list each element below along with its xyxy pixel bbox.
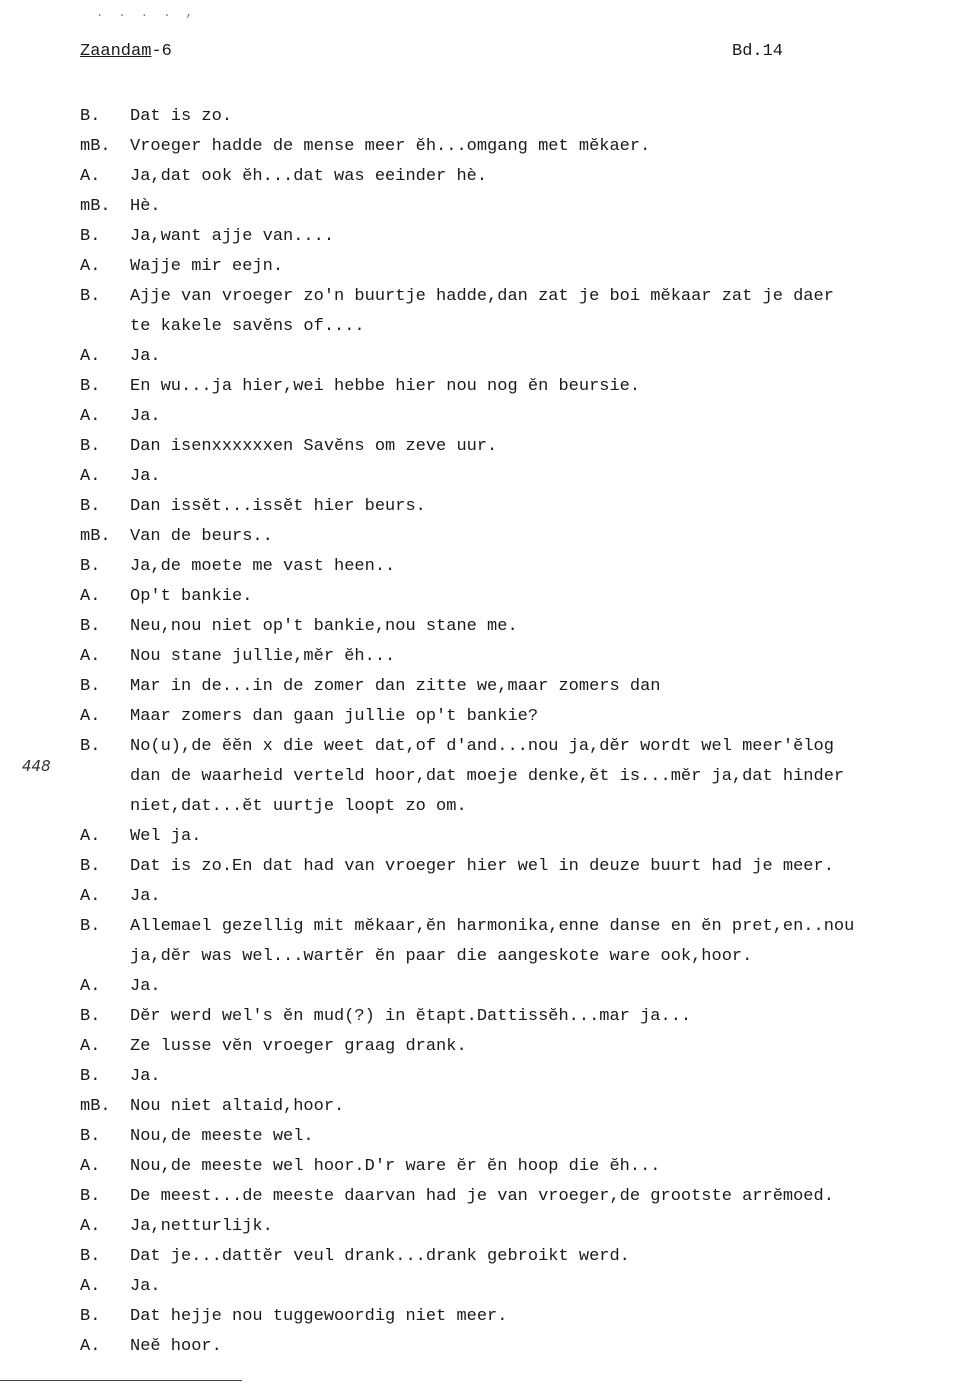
speaker-label: A. — [80, 257, 101, 276]
transcript-line — [80, 462, 979, 492]
transcript-line — [80, 372, 979, 402]
transcript-line — [80, 672, 979, 702]
utterance-text: Vroeger hadde de mense meer ĕh...omgang met mĕkaer. — [130, 137, 651, 156]
speaker-label: A. — [80, 977, 101, 996]
speaker-label: A. — [80, 467, 101, 486]
utterance-text: ja,dĕr was wel...wartĕr ĕn paar die aangeskote ware ook,hoor. — [130, 947, 753, 966]
speaker-label: B. — [80, 107, 101, 126]
transcript-line — [80, 702, 979, 732]
speaker-label: A. — [80, 407, 101, 426]
speaker-label: mB. — [80, 527, 111, 546]
transcript-line — [80, 1212, 979, 1242]
transcript-line — [80, 942, 979, 972]
speaker-label: B. — [80, 737, 101, 756]
utterance-text: Dat hejje nou tuggewoordig niet meer. — [130, 1307, 508, 1326]
utterance-text: niet,dat...ĕt uurtje loopt zo om. — [130, 797, 467, 816]
speaker-label: A. — [80, 647, 101, 666]
transcript-line — [80, 252, 979, 282]
transcript-line — [80, 1152, 979, 1182]
utterance-text: De meest...de meeste daarvan had je van vroeger,de grootste arrĕmoed. — [130, 1187, 834, 1206]
utterance-text: Wel ja. — [130, 827, 202, 846]
utterance-text: Hè. — [130, 197, 161, 216]
transcript-line — [80, 852, 979, 882]
utterance-text: Maar zomers dan gaan jullie op't bankie? — [130, 707, 539, 726]
speaker-label: B. — [80, 377, 101, 396]
utterance-text: Ja. — [130, 977, 161, 996]
speaker-label: A. — [80, 1277, 101, 1296]
speaker-label: A. — [80, 1337, 101, 1356]
utterance-text: Ja,netturlijk. — [130, 1217, 273, 1236]
utterance-text: En wu...ja hier,wei hebbe hier nou nog ĕn beursie. — [130, 377, 641, 396]
speaker-label: A. — [80, 587, 101, 606]
transcript-line — [80, 1062, 979, 1092]
utterance-text: Nou,de meeste wel. — [130, 1127, 314, 1146]
transcript-line — [80, 762, 979, 792]
bottom-rule — [0, 1380, 242, 1381]
transcript-line — [80, 492, 979, 522]
utterance-text: Neu,nou niet op't bankie,nou stane me. — [130, 617, 518, 636]
transcript-line — [80, 522, 979, 552]
utterance-text: Neĕ hoor. — [130, 1337, 222, 1356]
margin-annotation: 448 — [22, 757, 51, 775]
speaker-label: B. — [80, 857, 101, 876]
speaker-label: B. — [80, 287, 101, 306]
transcript-line — [80, 612, 979, 642]
utterance-text: Ja,want ajje van.... — [130, 227, 335, 246]
transcript-line — [80, 222, 979, 252]
header-code: -6 — [151, 42, 172, 61]
transcript-line — [80, 1272, 979, 1302]
transcript-line — [80, 432, 979, 462]
transcript-line — [80, 792, 979, 822]
transcript-line — [80, 1002, 979, 1032]
speaker-label: B. — [80, 1307, 101, 1326]
transcript-line — [80, 1332, 979, 1362]
transcript-line — [80, 582, 979, 612]
transcript-line — [80, 1032, 979, 1062]
speaker-label: mB. — [80, 197, 111, 216]
utterance-text: Ja. — [130, 1067, 161, 1086]
document-header-left — [80, 42, 172, 61]
transcript-line — [80, 912, 979, 942]
transcript-line — [80, 1302, 979, 1332]
top-scribble: . . . . , — [96, 6, 197, 20]
utterance-text: Mar in de...in de zomer dan zitte we,maar zomers dan — [130, 677, 661, 696]
transcript-line — [80, 192, 979, 222]
transcript-line — [80, 312, 979, 342]
speaker-label: B. — [80, 437, 101, 456]
utterance-text: Ja. — [130, 1277, 161, 1296]
transcript-line — [80, 1182, 979, 1212]
header-page-label: Bd.14 — [732, 42, 784, 61]
transcript-line — [80, 282, 979, 312]
speaker-label: A. — [80, 1217, 101, 1236]
transcript-line — [80, 1092, 979, 1122]
speaker-label: mB. — [80, 137, 111, 156]
speaker-label: B. — [80, 557, 101, 576]
utterance-text: Van de beurs.. — [130, 527, 273, 546]
speaker-label: A. — [80, 887, 101, 906]
transcript-line — [80, 642, 979, 672]
utterance-text: Ja,de moete me vast heen.. — [130, 557, 396, 576]
transcript-line — [80, 822, 979, 852]
utterance-text: Dan isenxxxxxxen Savĕns om zeve uur. — [130, 437, 498, 456]
speaker-label: A. — [80, 347, 101, 366]
header-place: Zaandam — [80, 42, 152, 61]
speaker-label: A. — [80, 827, 101, 846]
utterance-text: Nou niet altaid,hoor. — [130, 1097, 345, 1116]
utterance-text: Dat is zo. — [130, 107, 233, 126]
transcript-line — [80, 342, 979, 372]
speaker-label: B. — [80, 1127, 101, 1146]
utterance-text: Dat is zo.En dat had van vroeger hier wel in deuze buurt had je meer. — [130, 857, 834, 876]
speaker-label: mB. — [80, 1097, 111, 1116]
utterance-text: Dan issĕt...issĕt hier beurs. — [130, 497, 426, 516]
utterance-text: Allemael gezellig mit mĕkaar,ĕn harmonika,enne danse en ĕn pret,en..nou — [130, 917, 855, 936]
utterance-text: te kakele savĕns of.... — [130, 317, 365, 336]
speaker-label: B. — [80, 1187, 101, 1206]
transcript-line — [80, 102, 979, 132]
speaker-label: B. — [80, 1007, 101, 1026]
speaker-label: A. — [80, 1037, 101, 1056]
utterance-text: Ja. — [130, 347, 161, 366]
speaker-label: B. — [80, 917, 101, 936]
transcript-line — [80, 732, 979, 762]
transcript-line — [80, 882, 979, 912]
utterance-text: Ja,dat ook ĕh...dat was eeinder hè. — [130, 167, 488, 186]
speaker-label: B. — [80, 677, 101, 696]
utterance-text: Dat je...dattĕr veul drank...drank gebroikt werd. — [130, 1247, 630, 1266]
utterance-text: Ja. — [130, 887, 161, 906]
utterance-text: Wajje mir eejn. — [130, 257, 284, 276]
utterance-text: No(u),de ĕĕn x die weet dat,of d'and...nou ja,dĕr wordt wel meer'ĕlog — [130, 737, 834, 756]
utterance-text: Nou stane jullie,mĕr ĕh... — [130, 647, 396, 666]
speaker-label: B. — [80, 227, 101, 246]
speaker-label: A. — [80, 707, 101, 726]
transcript-line — [80, 972, 979, 1002]
speaker-label: B. — [80, 1247, 101, 1266]
utterance-text: dan de waarheid verteld hoor,dat moeje denke,ĕt is...mĕr ja,dat hinder — [130, 767, 845, 786]
transcript-line — [80, 402, 979, 432]
transcript-line — [80, 132, 979, 162]
speaker-label: A. — [80, 1157, 101, 1176]
utterance-text: Ajje van vroeger zo'n buurtje hadde,dan zat je boi mĕkaar zat je daer — [130, 287, 834, 306]
transcript-line — [80, 552, 979, 582]
utterance-text: Dĕr werd wel's ĕn mud(?) in ĕtapt.Dattissĕh...mar ja... — [130, 1007, 692, 1026]
transcript-line — [80, 1242, 979, 1272]
speaker-label: A. — [80, 167, 101, 186]
utterance-text: Op't bankie. — [130, 587, 253, 606]
speaker-label: B. — [80, 617, 101, 636]
transcript-lines — [80, 102, 979, 1362]
utterance-text: Nou,de meeste wel hoor.D'r ware ĕr ĕn hoop die ĕh... — [130, 1157, 661, 1176]
speaker-label: B. — [80, 1067, 101, 1086]
transcript-line — [80, 162, 979, 192]
utterance-text: Ja. — [130, 467, 161, 486]
speaker-label: B. — [80, 497, 101, 516]
utterance-text: Ze lusse vĕn vroeger graag drank. — [130, 1037, 467, 1056]
utterance-text: Ja. — [130, 407, 161, 426]
transcript-line — [80, 1122, 979, 1152]
